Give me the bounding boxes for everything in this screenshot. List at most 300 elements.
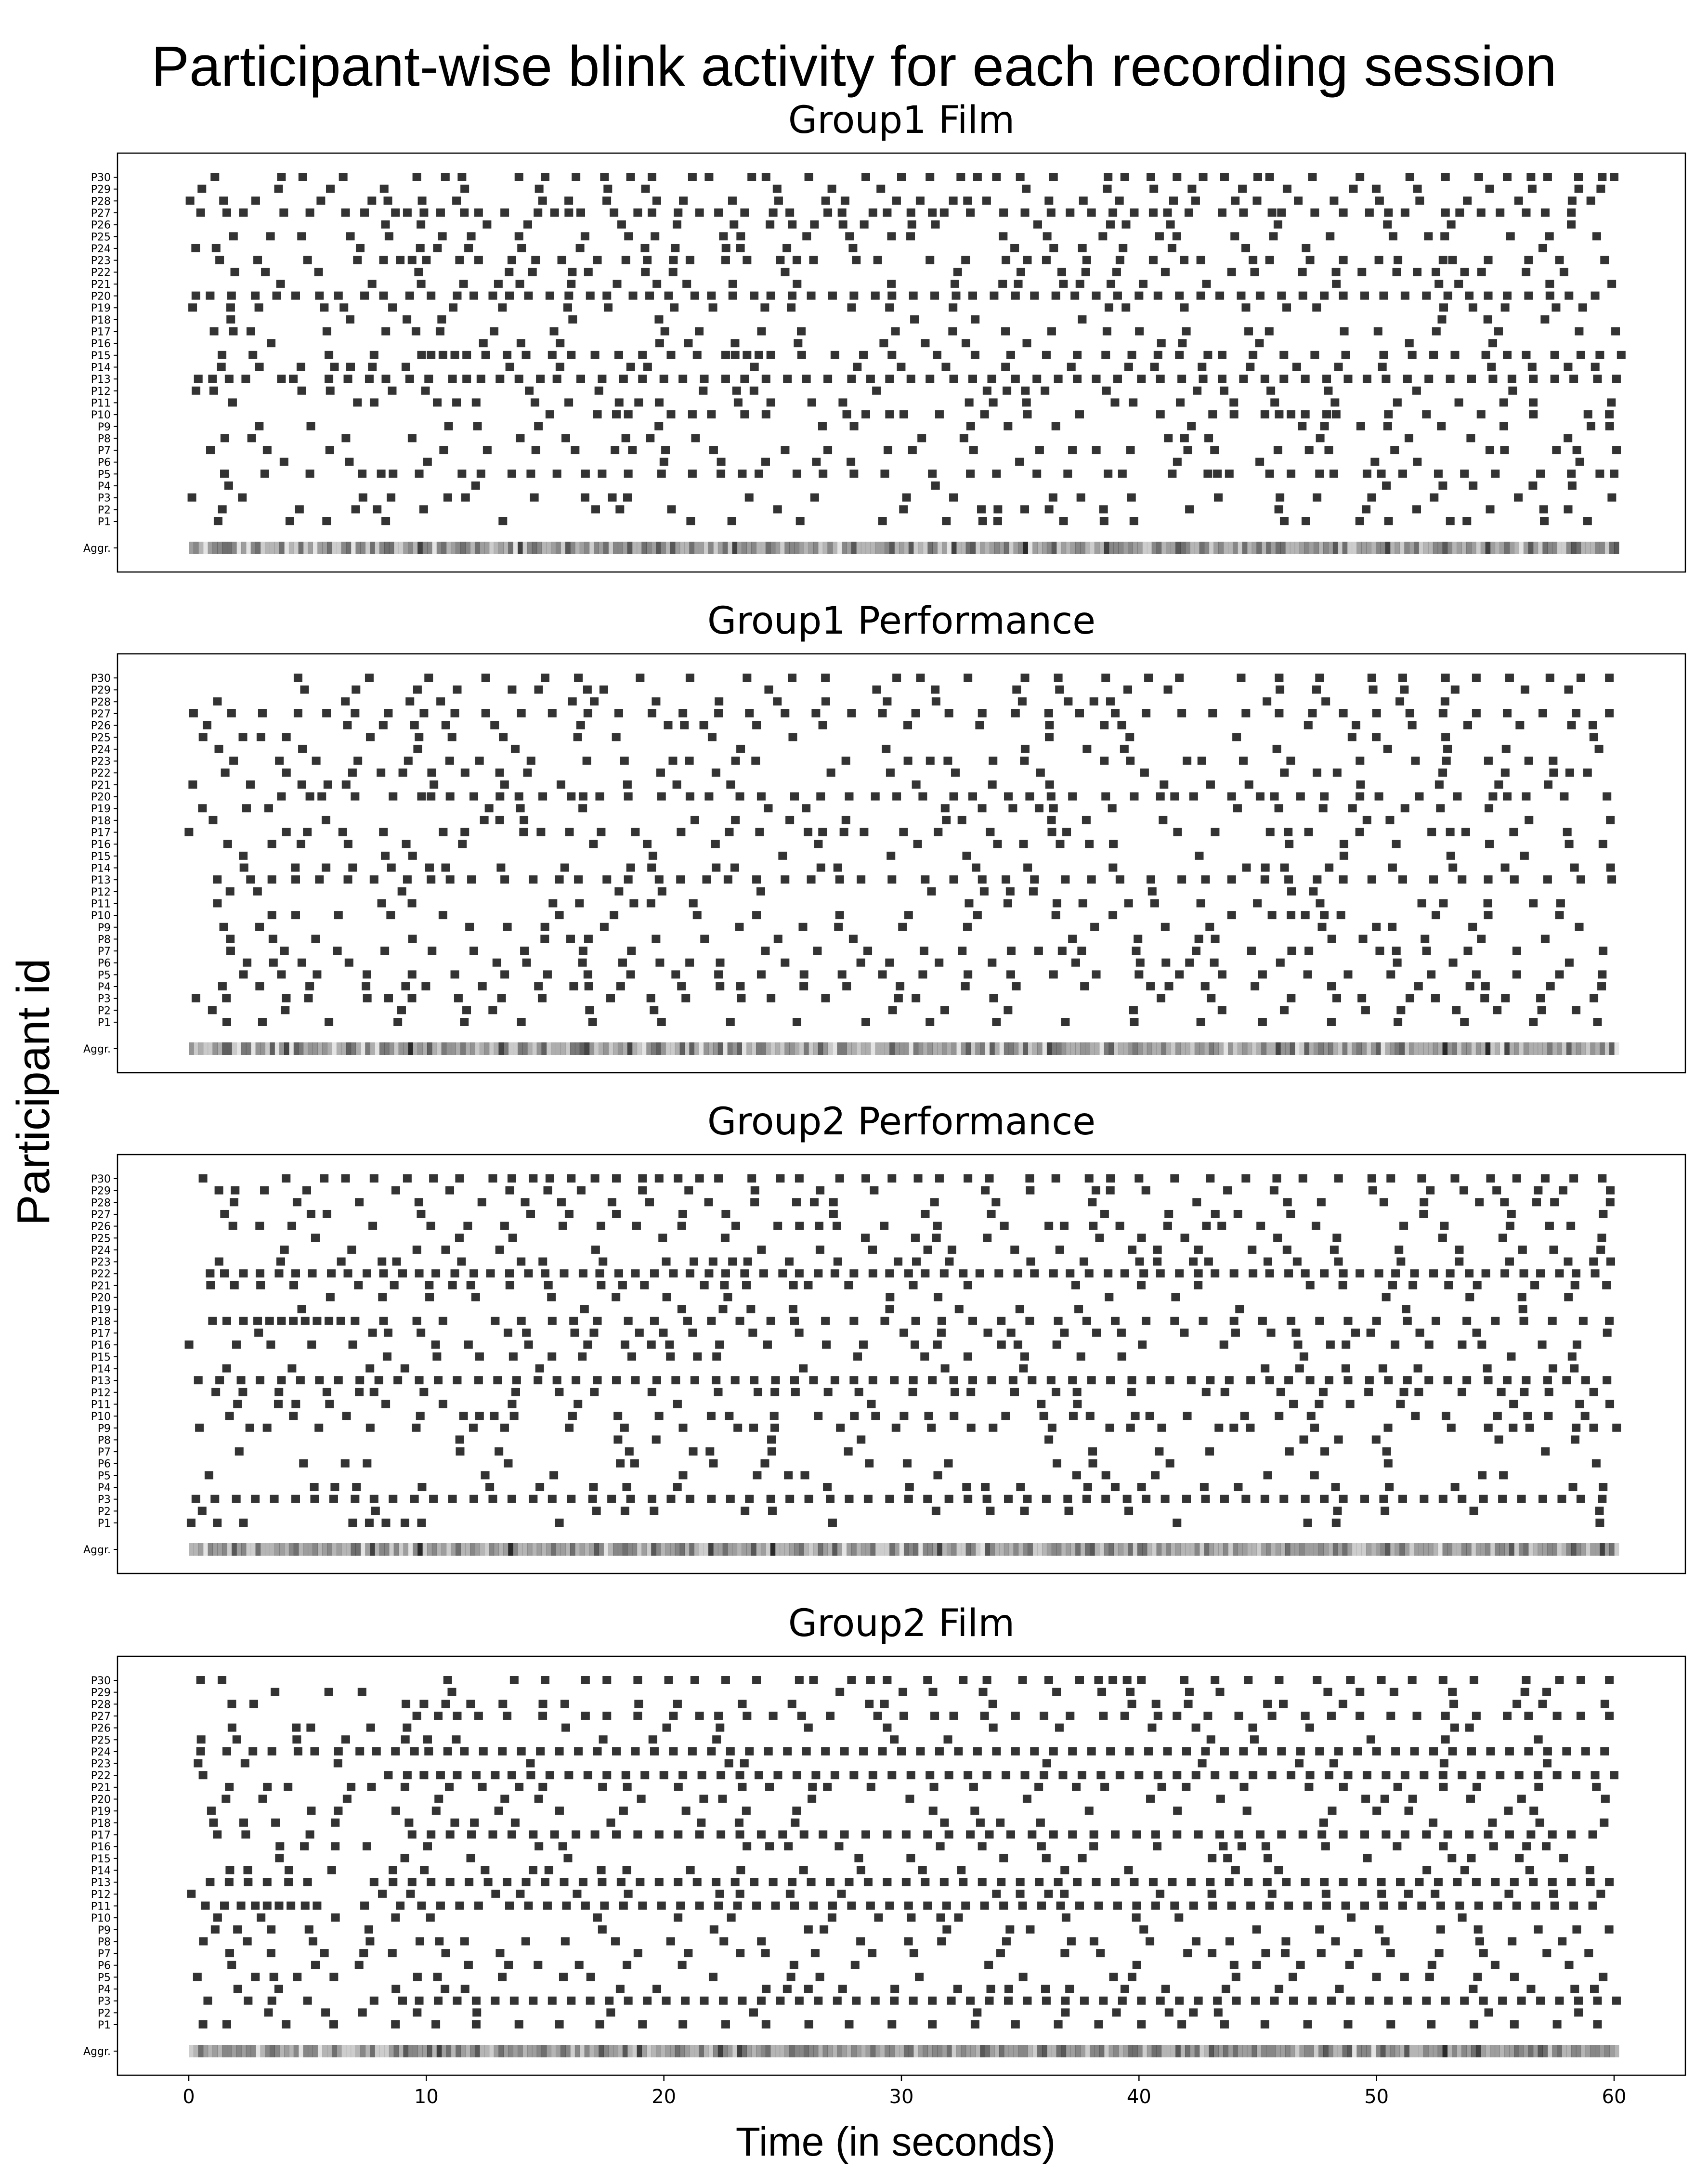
- blink-mark: [192, 292, 200, 300]
- blink-mark: [255, 982, 264, 990]
- blink-mark: [391, 1186, 400, 1195]
- blink-mark: [1208, 410, 1217, 418]
- blink-mark: [1420, 1495, 1428, 1503]
- blink-mark: [585, 1006, 594, 1014]
- blink-mark: [674, 1878, 682, 1886]
- blink-mark: [829, 1210, 838, 1218]
- blink-mark: [1035, 1878, 1043, 1886]
- blink-mark: [704, 1269, 713, 1277]
- blink-mark: [1282, 303, 1291, 312]
- blink-mark: [1273, 1234, 1282, 1242]
- row-label: P25: [91, 1734, 111, 1747]
- blink-mark: [926, 256, 934, 264]
- aggregate-cell: [804, 1543, 808, 1556]
- blink-mark: [618, 959, 627, 967]
- aggregate-cell: [956, 1042, 961, 1055]
- aggregate-cell: [1552, 542, 1557, 554]
- blink-mark: [1386, 1949, 1395, 1957]
- blink-mark: [1447, 221, 1456, 229]
- aggregate-cell: [1028, 2045, 1032, 2057]
- blink-mark: [1567, 221, 1576, 229]
- blink-mark: [426, 1913, 435, 1922]
- blink-mark: [239, 1317, 248, 1325]
- blink-mark: [430, 780, 438, 789]
- aggregate-cell: [942, 2045, 947, 2057]
- blink-mark: [887, 1771, 896, 1779]
- aggregate-cell: [985, 542, 990, 554]
- blink-mark: [486, 1269, 495, 1277]
- aggregate-cell: [532, 1543, 537, 1556]
- aggregate-cell: [789, 2045, 794, 2057]
- blink-mark: [1505, 674, 1514, 682]
- blink-mark: [307, 1340, 316, 1349]
- blink-mark: [897, 363, 905, 371]
- row-label: P14: [91, 1865, 111, 1877]
- blink-mark: [1113, 292, 1122, 300]
- aggregate-cell: [1004, 1543, 1009, 1556]
- blink-mark: [460, 1747, 469, 1755]
- blink-mark: [984, 1961, 993, 1969]
- aggregate-cell: [1175, 1042, 1180, 1055]
- blink-mark: [1255, 339, 1264, 347]
- blink-mark: [665, 292, 673, 300]
- blink-mark: [1391, 1747, 1400, 1755]
- blink-mark: [938, 1317, 946, 1325]
- blink-mark: [1173, 1807, 1182, 1815]
- aggregate-cell: [961, 542, 966, 554]
- blink-mark: [1560, 268, 1568, 276]
- blink-mark: [301, 1901, 310, 1910]
- blink-mark: [678, 1305, 686, 1313]
- blink-mark: [467, 1831, 476, 1839]
- row-label: P9: [97, 1422, 111, 1435]
- aggregate-cell: [1557, 1042, 1562, 1055]
- blink-mark: [381, 852, 390, 860]
- blink-mark: [616, 1985, 625, 1993]
- blink-mark: [752, 911, 761, 919]
- blink-mark: [313, 1901, 321, 1910]
- row-label: P18: [91, 314, 111, 326]
- blink-mark: [1356, 173, 1364, 181]
- blink-mark: [1208, 1854, 1216, 1862]
- blink-mark: [589, 1483, 598, 1491]
- blink-mark: [912, 780, 921, 789]
- aggregate-cell: [685, 1042, 690, 1055]
- blink-mark: [799, 1866, 808, 1874]
- blink-mark: [1382, 1293, 1391, 1301]
- blink-mark: [1165, 982, 1173, 990]
- aggregate-cell: [1195, 1042, 1200, 1055]
- aggregate-cell: [1499, 542, 1504, 554]
- blink-mark: [1375, 793, 1383, 801]
- aggregate-cell: [704, 542, 708, 554]
- blink-mark: [511, 1388, 520, 1396]
- blink-mark: [1465, 1831, 1473, 1839]
- blink-mark: [1230, 1317, 1239, 1325]
- aggregate-cell: [246, 1042, 251, 1055]
- blink-mark: [439, 351, 447, 359]
- blink-mark: [638, 1174, 647, 1183]
- blink-mark: [1611, 327, 1620, 336]
- blink-mark: [548, 899, 557, 907]
- aggregate-cell: [913, 1543, 918, 1556]
- blink-mark: [1484, 1831, 1493, 1839]
- blink-mark: [1173, 173, 1181, 181]
- blink-mark: [555, 2020, 564, 2028]
- aggregate-cell: [203, 542, 208, 554]
- blink-mark: [719, 1937, 728, 1945]
- aggregate-cell: [828, 1042, 833, 1055]
- blink-mark: [869, 1269, 877, 1277]
- blink-mark: [307, 422, 315, 430]
- aggregate-cell: [770, 542, 775, 554]
- aggregate-cell: [713, 1543, 718, 1556]
- aggregate-cell: [256, 1543, 261, 1556]
- blink-mark: [1512, 947, 1521, 955]
- blink-mark: [646, 434, 654, 442]
- blink-mark: [415, 1997, 424, 2005]
- aggregate-cell: [1504, 1543, 1509, 1556]
- blink-mark: [987, 1376, 996, 1384]
- aggregate-cell: [1524, 1042, 1528, 1055]
- blink-mark: [1049, 1831, 1058, 1839]
- blink-mark: [390, 1281, 399, 1289]
- blink-mark: [516, 804, 525, 812]
- aggregate-cell: [975, 1543, 980, 1556]
- blink-mark: [317, 793, 326, 801]
- blink-mark: [980, 887, 989, 896]
- aggregate-cell: [1385, 1042, 1390, 1055]
- aggregate-cell: [656, 542, 661, 554]
- blink-mark: [716, 982, 724, 990]
- blink-mark: [454, 994, 463, 1002]
- blink-mark: [1280, 768, 1289, 777]
- blink-mark: [933, 351, 941, 359]
- aggregate-cell: [732, 542, 737, 554]
- aggregate-cell: [861, 542, 866, 554]
- blink-mark: [1087, 1376, 1096, 1384]
- blink-mark: [360, 208, 369, 217]
- aggregate-cell: [1037, 542, 1042, 554]
- blink-mark: [1536, 1269, 1545, 1277]
- blink-mark: [1525, 1424, 1534, 1432]
- blink-mark: [571, 446, 579, 454]
- aggregate-cell: [422, 1042, 427, 1055]
- blink-mark: [964, 1174, 972, 1183]
- aggregate-cell: [751, 1543, 756, 1556]
- blink-mark: [1092, 1878, 1101, 1886]
- blink-mark: [1059, 280, 1068, 288]
- blink-mark: [1185, 208, 1193, 217]
- blink-mark: [1082, 816, 1091, 824]
- aggregate-cell: [1075, 542, 1080, 554]
- blink-mark: [581, 1712, 590, 1720]
- blink-mark: [1522, 208, 1530, 217]
- blink-mark: [222, 1795, 230, 1803]
- aggregate-cell: [251, 542, 256, 554]
- aggregate-cell: [451, 1042, 456, 1055]
- blink-mark: [1482, 351, 1490, 359]
- aggregate-cell: [1075, 1543, 1080, 1556]
- aggregate-cell: [546, 1042, 551, 1055]
- blink-mark: [708, 733, 717, 741]
- blink-mark: [795, 1676, 804, 1684]
- blink-mark: [844, 1447, 853, 1456]
- aggregate-cell: [1614, 1042, 1619, 1055]
- blink-mark: [1000, 1222, 1009, 1230]
- blink-mark: [505, 1901, 514, 1910]
- aggregate-cell: [923, 1042, 928, 1055]
- row-label: P26: [91, 720, 111, 732]
- blink-mark: [370, 1878, 378, 1886]
- blink-mark: [271, 1688, 279, 1696]
- blink-mark: [1159, 816, 1167, 824]
- blink-mark: [1304, 828, 1313, 836]
- blink-mark: [1123, 1676, 1132, 1684]
- blink-mark: [1180, 256, 1188, 264]
- blink-mark: [723, 1293, 732, 1301]
- blink-mark: [584, 935, 593, 943]
- row-label: P2: [97, 504, 111, 517]
- aggregate-cell: [437, 2045, 442, 2057]
- blink-mark: [1306, 256, 1315, 264]
- blink-mark: [1302, 244, 1310, 252]
- aggregate-cell: [994, 1543, 999, 1556]
- blink-mark: [669, 1747, 678, 1755]
- blink-mark: [352, 1483, 361, 1491]
- blink-mark: [813, 947, 821, 955]
- blink-mark: [1132, 947, 1141, 955]
- blink-mark: [1265, 1901, 1274, 1910]
- blink-mark: [529, 1997, 537, 2005]
- blink-mark: [573, 1890, 581, 1898]
- blink-mark: [1201, 982, 1210, 990]
- blink-mark: [225, 1412, 234, 1420]
- blink-mark: [1401, 1771, 1409, 1779]
- blink-mark: [1418, 899, 1426, 907]
- blink-mark: [365, 375, 374, 383]
- aggregate-cell: [770, 1543, 775, 1556]
- row-label: P28: [91, 696, 111, 709]
- blink-mark: [1118, 1997, 1127, 2005]
- blink-mark: [606, 2008, 615, 2016]
- panel-3: [83, 1100, 1685, 1573]
- blink-mark: [538, 196, 547, 205]
- blink-mark: [1617, 351, 1626, 359]
- blink-mark: [1053, 1340, 1061, 1349]
- blink-mark: [1284, 828, 1292, 836]
- blink-mark: [1541, 1174, 1550, 1183]
- aggregate-cell: [1070, 1042, 1075, 1055]
- aggregate-cell: [918, 1543, 923, 1556]
- blink-mark: [1274, 1866, 1283, 1874]
- aggregate-cell: [875, 2045, 880, 2057]
- blink-mark: [1551, 375, 1559, 383]
- blink-mark: [622, 1483, 631, 1491]
- blink-mark: [1251, 1997, 1260, 2005]
- blink-mark: [760, 1459, 769, 1468]
- blink-mark: [1315, 469, 1324, 478]
- blink-mark: [188, 494, 196, 502]
- blink-mark: [1599, 840, 1607, 848]
- blink-mark: [310, 1483, 319, 1491]
- aggregate-cell: [260, 542, 265, 554]
- aggregate-cell: [284, 2045, 289, 2057]
- blink-mark: [344, 875, 352, 884]
- blink-mark: [560, 1269, 568, 1277]
- blink-mark: [559, 1842, 567, 1850]
- aggregate-cell: [713, 542, 718, 554]
- blink-mark: [1106, 221, 1115, 229]
- blink-mark: [1089, 1222, 1097, 1230]
- aggregate-cell: [952, 2045, 956, 2057]
- blink-mark: [1401, 208, 1409, 217]
- blink-mark: [916, 196, 925, 205]
- blink-mark: [1182, 1747, 1191, 1755]
- blink-mark: [546, 410, 554, 418]
- row-label: P2: [97, 2007, 111, 2020]
- aggregate-cell: [1261, 1543, 1266, 1556]
- aggregate-cell: [766, 1042, 770, 1055]
- blink-mark: [1020, 1507, 1029, 1515]
- blink-mark: [1429, 1747, 1438, 1755]
- blink-mark: [535, 1364, 544, 1372]
- row-label: P3: [97, 492, 111, 505]
- blink-mark: [255, 422, 263, 430]
- aggregate-cell: [847, 1042, 851, 1055]
- blink-mark: [1455, 1246, 1463, 1254]
- blink-mark: [814, 1412, 822, 1420]
- blink-mark: [1261, 410, 1269, 418]
- blink-mark: [1088, 1459, 1097, 1468]
- aggregate-cell: [766, 2045, 770, 2057]
- blink-mark: [1094, 2020, 1103, 2028]
- blink-mark: [1434, 469, 1443, 478]
- blink-mark: [1597, 1234, 1606, 1242]
- blink-mark: [450, 1819, 459, 1827]
- blink-mark: [1372, 1435, 1381, 1443]
- blink-mark: [1255, 458, 1264, 466]
- blink-mark: [381, 1519, 390, 1527]
- aggregate-cell: [842, 2045, 847, 2057]
- blink-mark: [871, 793, 880, 801]
- aggregate-cell: [680, 1543, 685, 1556]
- row-label: Aggr.: [83, 2046, 111, 2058]
- blink-mark: [1524, 1712, 1533, 1720]
- row-label: P17: [91, 827, 111, 839]
- aggregate-cell: [1395, 542, 1400, 554]
- blink-mark: [1565, 686, 1573, 694]
- blink-mark: [1364, 1388, 1373, 1396]
- aggregate-cell: [551, 1543, 556, 1556]
- aggregate-cell: [246, 1543, 251, 1556]
- blink-mark: [1298, 422, 1306, 430]
- aggregate-cell: [1385, 1543, 1390, 1556]
- blink-mark: [1287, 410, 1295, 418]
- blink-mark: [693, 911, 702, 919]
- blink-mark: [802, 1747, 811, 1755]
- aggregate-cell: [399, 1543, 404, 1556]
- blink-mark: [867, 1783, 875, 1791]
- aggregate-cell: [932, 542, 937, 554]
- blink-mark: [491, 1890, 500, 1898]
- blink-mark: [1068, 1376, 1077, 1384]
- blink-mark: [269, 959, 278, 967]
- blink-mark: [433, 244, 442, 252]
- blink-mark: [1060, 1949, 1069, 1957]
- blink-mark: [918, 970, 927, 978]
- blink-mark: [1605, 410, 1614, 418]
- aggregate-cell: [1404, 1543, 1409, 1556]
- blink-mark: [1313, 1676, 1321, 1684]
- aggregate-cell: [1343, 542, 1347, 554]
- blink-mark: [660, 1771, 668, 1779]
- blink-mark: [1134, 292, 1143, 300]
- blink-mark: [1275, 709, 1283, 717]
- blink-mark: [1156, 793, 1165, 801]
- blink-mark: [515, 2020, 523, 2028]
- blink-mark: [1569, 375, 1578, 383]
- blink-mark: [950, 1376, 958, 1384]
- blink-mark: [275, 757, 284, 765]
- blink-mark: [669, 268, 678, 276]
- blink-mark: [643, 840, 652, 848]
- blink-mark: [1496, 208, 1504, 217]
- aggregate-cell: [1486, 1042, 1490, 1055]
- blink-mark: [277, 793, 286, 801]
- blink-mark: [968, 375, 977, 383]
- aggregate-cell: [871, 2045, 875, 2057]
- blink-mark: [241, 1831, 250, 1839]
- blink-mark: [1441, 208, 1450, 217]
- aggregate-cell: [1095, 2045, 1099, 2057]
- blink-mark: [704, 1198, 713, 1206]
- aggregate-cell: [808, 542, 813, 554]
- blink-mark: [431, 2020, 440, 2028]
- blink-mark: [616, 982, 625, 990]
- blink-mark: [1308, 709, 1317, 717]
- blink-mark: [529, 875, 537, 884]
- blink-mark: [1134, 1174, 1143, 1183]
- blink-mark: [1321, 697, 1330, 705]
- aggregate-cell: [1428, 1042, 1433, 1055]
- blink-mark: [410, 1747, 419, 1755]
- blink-mark: [823, 208, 832, 217]
- blink-mark: [1206, 780, 1215, 789]
- blink-mark: [1009, 1376, 1017, 1384]
- blink-mark: [1310, 1424, 1319, 1432]
- blink-mark: [1092, 446, 1101, 454]
- blink-mark: [652, 1376, 661, 1384]
- blink-mark: [795, 1329, 804, 1337]
- blink-mark: [814, 1997, 822, 2005]
- blink-mark: [906, 1854, 915, 1862]
- blink-mark: [1201, 1747, 1210, 1755]
- aggregate-cell: [442, 1042, 446, 1055]
- aggregate-cell: [618, 1543, 623, 1556]
- blink-mark: [1134, 970, 1143, 978]
- row-label: P1: [97, 1518, 111, 1530]
- blink-mark: [398, 1269, 407, 1277]
- blink-mark: [422, 256, 430, 264]
- blink-mark: [541, 173, 549, 181]
- blink-mark: [1087, 1747, 1096, 1755]
- blink-mark: [968, 793, 977, 801]
- aggregate-cell: [1114, 542, 1119, 554]
- blink-mark: [477, 469, 485, 478]
- blink-mark: [474, 256, 483, 264]
- blink-mark: [1379, 351, 1388, 359]
